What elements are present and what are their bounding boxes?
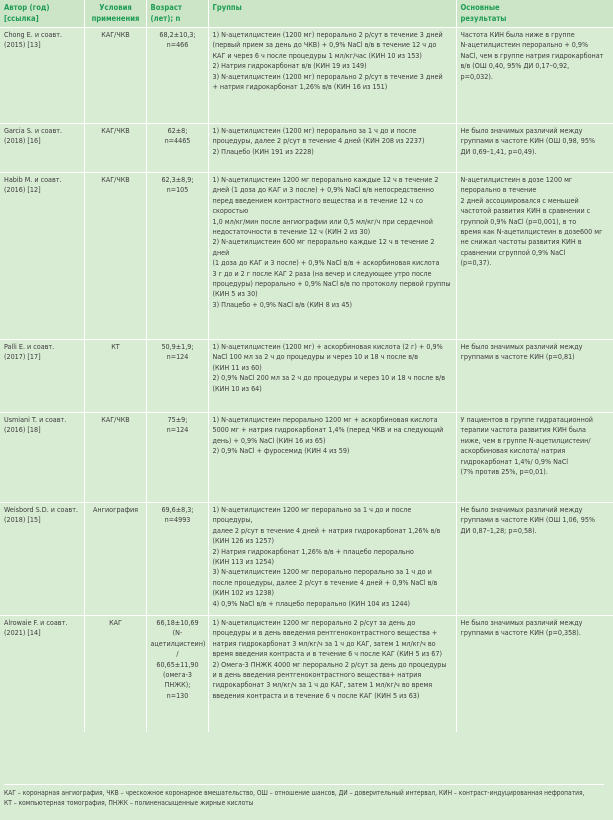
results-cell: Не было значимых различий между группами в частоте КИН (p=0,358). <box>456 616 613 732</box>
table-row <box>0 340 613 413</box>
age-cell: 68,2±10,3; n=466 <box>146 28 208 124</box>
conditions-cell: КАГ/ЧКВ <box>84 173 146 340</box>
conditions-cell: КАГ/ЧКВ <box>84 28 146 124</box>
results-cell: Не было значимых различий между группами в частоте КИН (ОШ 0,98, 95% ДИ 0,69–1,41, p=0,49). <box>456 124 613 173</box>
table-header-row <box>0 0 613 28</box>
age-cell: 69,6±8,3; n=4993 <box>146 503 208 616</box>
author-cell: Chong E. и соавт. (2015) [13] <box>0 28 84 124</box>
author-cell: Garcia S. и соавт. (2018) [16] <box>0 124 84 173</box>
groups-cell: 1) N-ацетилцистеин 1200 мг перорально 2 р/сут за день до процедуры и в день введения рентгеноконтрастного вещества + натрия гидрокарбонат 3 мл/кг/ч за 1 ч до КАГ, затем 1 мл/кг/ч во время введения контраста и в течение 6 ч после КАГ (КИН 5 из 67) 2) Омега-3 ПНЖК 4000 мг перорально 2 р/сут за день до процедуры и в день введения рентгеноконтрастного вещества+ натрия гидрокарбонат 3 мл/кг/ч за 1 ч до КАГ, затем 1 мл/кг/ч во время введения контраста и в течение 6 ч после КАГ (КИН 5 из 63) <box>208 616 456 732</box>
results-cell: N-ацетилцистеин в дозе 1200 мг перорально в течение 2 дней ассоциировался с меньшей частотой развития КИН в сравнении с группой 0,9% NaCl (p=0,001), в то время как N-ацетилцистеин в дозе600 мг не снижал частоты развития КИН в сравнении сгруппой 0,9% NaCl (p=0,37). <box>456 173 613 340</box>
age-cell: 75±9; n=124 <box>146 413 208 503</box>
conditions-cell: КАГ/ЧКВ <box>84 413 146 503</box>
results-cell: Не было значимых различий между группами в частоте КИН (p=0,81) <box>456 340 613 413</box>
author-cell: Usmiani T. и соавт. (2016) [18] <box>0 413 84 503</box>
header-conditions: Условия применения <box>84 0 146 28</box>
groups-cell: 1) N-ацетилцистеин (1200 мг) перорально 2 р/сут в течение 3 дней (первый прием за день до ЧКВ) + 0,9% NaCl в/в в течение 12 ч до КАГ и через 6 ч после процедуры 1 мл/кг/час (КИН 10 из 153) 2) Натрия гидрокарбонат в/в (КИН 19 из 149) 3) N-ацетилцистеин (1200 мг) перорально 2 р/сут в течение 3 дней + натрия гидрокарбонат 1,26% в/в (КИН 16 из 151) <box>208 28 456 124</box>
author-cell: Habib M. и соавт. (2016) [12] <box>0 173 84 340</box>
groups-cell: 1) N-ацетилцистеин 1200 мг перорально за 1 ч до и после процедуры, далее 2 р/сут в течение 4 дней + натрия гидрокарбонат 1,26% в/в (КИН 126 из 1257) 2) Натрия гидрокарбонат 1,26% в/в + плацебо перорально (КИН 113 из 1254) 3) N-ацетилцистеин 1200 мг перорально перорально за 1 ч до и после процедуры, далее 2 р/сут в течение 4 дней + 0,9% NaCl в/в (КИН 102 из 1238) 4) 0,9% NaCl в/в + плацебо перорально (КИН 104 из 1244) <box>208 503 456 616</box>
results-cell: Не было значимых различий между группами в частоте КИН (ОШ 1,06, 95% ДИ 0,87–1,28; p=0,58). <box>456 503 613 616</box>
conditions-cell: КАГ/ЧКВ <box>84 124 146 173</box>
table-row <box>0 503 613 616</box>
age-cell: 62±8; n=4465 <box>146 124 208 173</box>
age-cell: 66,18±10,69 (N-ацетилцистеин) / 60,65±11,90 (омега-3 ПНЖК); n=130 <box>146 616 208 732</box>
header-author: Автор (год) [ссылка] <box>0 0 84 28</box>
table-row <box>0 173 613 340</box>
table-row <box>0 616 613 732</box>
header-results: Основные результаты <box>456 0 613 28</box>
groups-cell: 1) N-ацетилцистеин (1200 мг) перорально за 1 ч до и после процедуры, далее 2 р/сут в течение 4 дней (КИН 208 из 2237) 2) Плацебо (КИН 191 из 2228) <box>208 124 456 173</box>
header-groups: Группы <box>208 0 456 28</box>
results-cell: Частота КИН была ниже в группе N-ацетилцистеин перорально + 0,9% NaCl, чем в группе натрия гидрокарбонат в/в (ОШ 0,40, 95% ДИ 0,17–0,92, p=0,032). <box>456 28 613 124</box>
age-cell: 50,9±1,9; n=124 <box>146 340 208 413</box>
results-cell: У пациентов в группе гидратационной терапии частота развития КИН была ниже, чем в группе N-ацетилцистеин/ аскорбиновая кислота/ натрия гидрокарбонат 1,4%/ 0,9% NaCl (7% против 25%, p=0,01). <box>456 413 613 503</box>
table-row <box>0 413 613 503</box>
table-row <box>0 124 613 173</box>
table-row <box>0 28 613 124</box>
groups-cell: 1) N-ацетилцистеин 1200 мг перорально каждые 12 ч в течение 2 дней (1 доза до КАГ и 3 после) + 0,9% NaCl в/в непосредственно перед введением контрастного вещества и в течение 12 ч со скоростью 1,0 мл/кг/мин после ангиографии или 0,5 мл/кг/ч при сердечной недостаточности в течение 12 ч (КИН 2 из 30) 2) N-ацетилцистеин 600 мг перорально каждые 12 ч в течение 2 дней (1 доза до КАГ и 3 после) + 0,9% NaCl в/в + аскорбиновая кислота 3 г до и 2 г после КАГ 2 раза (на вечер и следующее утро после процедуры) перорально + 0,9% NaCl в/в по протоколу первой группы (КИН 5 из 30) 3) Плацебо + 0,9% NaCl в/в (КИН 8 из 45) <box>208 173 456 340</box>
author-cell: Weisbord S.D. и соавт. (2018) [15] <box>0 503 84 616</box>
conditions-cell: Ангиография <box>84 503 146 616</box>
table-footnote: КАГ – коронарная ангиография, ЧКВ – чрескожное коронарное вмешательство, ОШ – отношение шансов, ДИ – доверительный интервал, КИН – контраст-индуцированная нефропатия, КТ – компьютерная томография, ПНЖК – полиненасыщенные жирные кислоты <box>4 784 604 808</box>
conditions-cell: КАГ <box>84 616 146 732</box>
age-cell: 62,3±8,9; n=105 <box>146 173 208 340</box>
groups-cell: 1) N-ацетилцистеин перорально 1200 мг + аскорбиновая кислота 5000 мг + натрия гидрокарбонат 1,4% (перед ЧКВ и на следующий день) + 0,9% NaCl (КИН 16 из 65) 2) 0,9% NaCl + фуросемид (КИН 4 из 59) <box>208 413 456 503</box>
author-cell: Palli E. и соавт. (2017) [17] <box>0 340 84 413</box>
groups-cell: 1) N-ацетилцистеин (1200 мг) + аскорбиновая кислота (2 г) + 0,9% NaCl 100 мл за 2 ч до процедуры и через 10 и 18 ч после в/в (КИН 11 из 60) 2) 0,9% NaCl 200 мл за 2 ч до процедуры и через 10 и 18 ч после в/в (КИН 10 из 64) <box>208 340 456 413</box>
author-cell: Alrowaie F. и соавт. (2021) [14] <box>0 616 84 732</box>
header-age: Возраст (лет); n <box>146 0 208 28</box>
conditions-cell: КТ <box>84 340 146 413</box>
